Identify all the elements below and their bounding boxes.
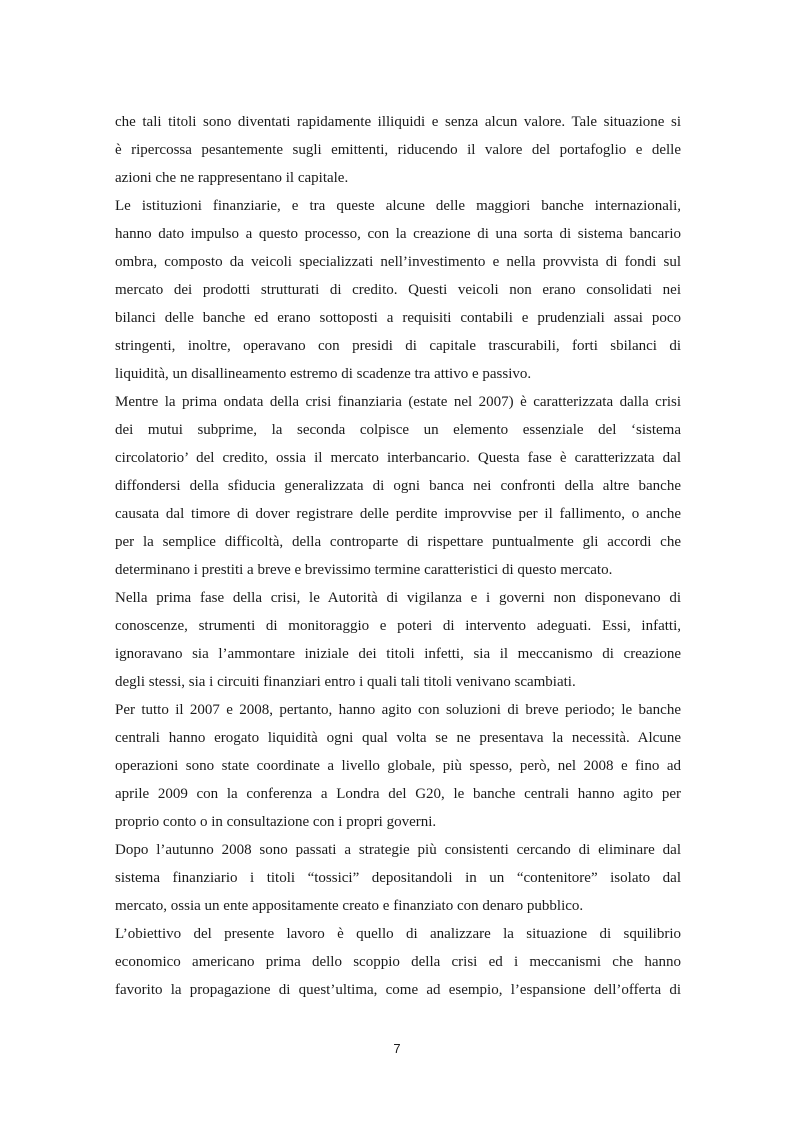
text-line: liquidità, un disallineamento estremo di scadenze tra attivo e passivo.: [115, 366, 532, 382]
text-line: circolatorio’ del credito, ossia il mercato interbancario. Questa fase è caratterizzata dal: [115, 450, 681, 466]
text-line: centrali hanno erogato liquidità ogni qual volta se ne presentava la necessità. Alcune: [115, 730, 681, 746]
text-line: conoscenze, strumenti di monitoraggio e poteri di intervento adeguati. Essi, infatti,: [115, 618, 681, 634]
text-line: che tali titoli sono diventati rapidamente illiquidi e senza alcun valore. Tale situazione si: [115, 114, 681, 130]
paragraph: [115, 920, 681, 1004]
page-number: 7: [393, 1041, 401, 1056]
text-line: determinano i prestiti a breve e brevissimo termine caratteristici di questo mercato.: [115, 562, 613, 578]
body-text: [115, 108, 681, 1004]
text-line: Nella prima fase della crisi, le Autorità di vigilanza e i governi non disponevano di: [115, 590, 681, 606]
text-line: Per tutto il 2007 e 2008, pertanto, hanno agito con soluzioni di breve periodo; le banche: [115, 702, 681, 718]
paragraph: [115, 388, 681, 584]
text-line: mercato, ossia un ente appositamente creato e finanziato con denaro pubblico.: [115, 898, 584, 914]
text-line: Dopo l’autunno 2008 sono passati a strategie più consistenti cercando di eliminare dal: [115, 842, 681, 858]
text-line: L’obiettivo del presente lavoro è quello di analizzare la situazione di squilibrio: [115, 926, 681, 942]
text-line: aprile 2009 con la conferenza a Londra del G20, le banche centrali hanno agito per: [115, 786, 681, 802]
text-line: Mentre la prima ondata della crisi finanziaria (estate nel 2007) è caratterizzata dalla crisi: [115, 394, 681, 410]
text-line: ombra, composto da veicoli specializzati nell’investimento e nella provvista di fondi sul: [115, 254, 681, 270]
text-line: hanno dato impulso a questo processo, con la creazione di una sorta di sistema bancario: [115, 226, 681, 242]
paragraph: [115, 836, 681, 920]
text-line: causata dal timore di dover registrare delle perdite improvvise per il fallimento, o anche: [115, 506, 681, 522]
paragraph: [115, 108, 681, 192]
text-line: economico americano prima dello scoppio della crisi ed i meccanismi che hanno: [115, 954, 681, 970]
text-line: stringenti, inoltre, operavano con presidi di capitale trascurabili, forti sbilanci di: [115, 338, 681, 354]
text-line: favorito la propagazione di quest’ultima, come ad esempio, l’espansione dell’offerta di: [115, 982, 681, 998]
text-line: operazioni sono state coordinate a livello globale, più spesso, però, nel 2008 e fino ad: [115, 758, 681, 774]
text-line: dei mutui subprime, la seconda colpisce un elemento essenziale del ‘sistema: [115, 422, 681, 438]
paragraph: [115, 584, 681, 696]
text-line: bilanci delle banche ed erano sottoposti a requisiti contabili e prudenziali assai poco: [115, 310, 681, 326]
text-line: azioni che ne rappresentano il capitale.: [115, 170, 349, 186]
text-line: sistema finanziario i titoli “tossici” depositandoli in un “contenitore” isolato dal: [115, 870, 681, 886]
text-line: proprio conto o in consultazione con i propri governi.: [115, 814, 437, 830]
text-line: è ripercossa pesantemente sugli emittenti, riducendo il valore del portafoglio e delle: [115, 142, 681, 158]
text-line: ignoravano sia l’ammontare iniziale dei titoli infetti, sia il meccanismo di creazione: [115, 646, 681, 662]
text-line: mercato dei prodotti strutturati di credito. Questi veicoli non erano consolidati nei: [115, 282, 681, 298]
text-line: diffondersi della sfiducia generalizzata di ogni banca nei confronti della altre banche: [115, 478, 681, 494]
text-line: Le istituzioni finanziarie, e tra queste alcune delle maggiori banche internazionali,: [115, 198, 681, 214]
text-line: degli stessi, sia i circuiti finanziari entro i quali tali titoli venivano scambiati.: [115, 674, 576, 690]
text-line: per la semplice difficoltà, della controparte di rispettare puntualmente gli accordi che: [115, 534, 681, 550]
paragraph: [115, 696, 681, 836]
paragraph: [115, 192, 681, 388]
